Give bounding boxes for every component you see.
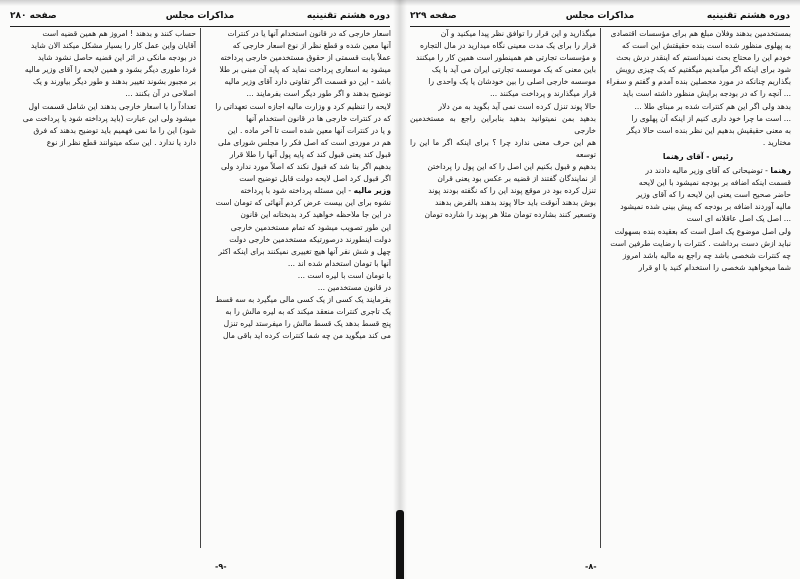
text-line: حاضر صحیح است یعنی این لایحه را که آقای وزیر [636, 190, 791, 200]
text-line: آنها معین شده و قطع نظر از نوع اسعار خارجی که [232, 41, 391, 51]
text-line: ... است ما چرا خود داری کنیم از اینکه آن پهلوی را [631, 113, 791, 123]
left-page-right-column [205, 28, 391, 548]
text-line: ... آنچه را که در بودجه برایش منظور داشته است باید [622, 89, 791, 99]
speaker-name: وزیر مالیه [353, 186, 391, 196]
left-page-header [10, 8, 390, 27]
text-line: ... اصل یک اصل عاقلانه ای است [686, 214, 791, 224]
text-line: دارد یا ندارد . این سکه میتوانند قطع نظر از نوع [46, 137, 196, 147]
text-block [410, 28, 596, 222]
text-line: به معنی حقیقیش بدهیم این نظر بنده است حالا دیگر [626, 125, 791, 135]
text-line: وتسعیر کنند بشارده تومان مثلا هر پوند را شارده تومان [424, 210, 596, 220]
text-line: تنزل کرده بود در موقع پوند این را که نگفته بودند پوند [428, 186, 596, 196]
text-line: هم این حرف معنی ندارد چرا ؟ برای اینکه اگر ما این را توسعه [410, 137, 596, 159]
text-line: شما میخواهید شخصی را استخدام کنید یا او قرار [638, 262, 791, 272]
text-line: که در کنترات خارجی ها در قانون استخدام آنها [246, 113, 391, 123]
speaker-paragraph [605, 165, 791, 177]
text-line: قسمت اینکه اضافه بر بودجه نمیشود با این لایحه [638, 178, 791, 188]
left-page-left-column [10, 28, 196, 548]
speaker-paragraph [205, 185, 391, 197]
speaker-text: - توضیحاتی که آقای وزیر مالیه دادند در [645, 166, 768, 176]
text-line: بوش بدهند آنوقت باید حالا پوند بدهند بالفرض بدهند [435, 198, 596, 208]
running-title: مذاکرات مجلس [165, 11, 235, 21]
text-line: لایحه را تنظیم کرد و وزارت مالیه اجازه است تعهداتی را [215, 101, 391, 111]
text-line: بدهید بمن نمیتوانید بدهید بنابراین راجع به مستخدمین خارجی [410, 113, 596, 135]
text-line: قرار میگذارند و پرداخت میکنند ... [489, 89, 596, 99]
session-period: دوره هشتم تقنینیه [306, 11, 390, 21]
text-line: موسسه خارجی اصلی را بین خودشان یا یک واحدی را [428, 77, 596, 87]
text-line: مالیه آوردند اضافه بر بودجه که پیش بینی شده نمیشود [620, 202, 791, 212]
text-block [10, 28, 196, 149]
text-block [205, 197, 391, 342]
text-line: آنها با تومان استخدام شده اند ... [287, 258, 391, 268]
text-line: چه کنترات شخصی باشد چه راجع به مالیه باشد امروز [622, 250, 791, 260]
text-line: قرار را برای یک مدت معینی نگاه میدارید در مال التجاره [420, 41, 596, 51]
text-line: بمستخدمین بدهند وفلان مبلغ هم برای مؤسسات اقتصادی [610, 29, 791, 38]
text-line: باشد - این دو قسمت اگر تفاوتی دارد آقای وزیر مالیه [224, 77, 391, 87]
text-block [205, 28, 391, 185]
text-line: ولی اصل موضوع یک اصل است که بعقیده بنده بسهولت [614, 226, 791, 236]
text-line: یک تاجری کنترات منعقد میکند که به لیره مالش را به [225, 307, 391, 317]
text-line: شود) این را ما نمی فهمیم باید توضیح بدهند که فرق [33, 125, 196, 135]
text-line: نباید ازش دست برداشت . کنترات با رضایت طرفین است [610, 238, 791, 248]
text-line: توضیح بدهند و اگر طور دیگر است بفرمایند ... [246, 89, 391, 99]
text-line: و یا در کنترات آنها معین شده است تا آخر ماده . این [227, 125, 391, 135]
running-title: مذاکرات مجلس [565, 11, 635, 21]
text-line: میشود ولی این عبارت (باید پرداخته شود یا پرداخت می [22, 113, 196, 123]
text-line: بر مجبور بشوند تغییر بدهند و طور دیگر بیاورند و یک [32, 77, 196, 87]
text-line: خودم این را محتاج بحث نمیدانستم که اینقدر درش بحث [616, 53, 791, 63]
right-page-left-column [410, 28, 596, 548]
text-line: در قانون مستخدمین ... [317, 282, 391, 292]
text-line: میشود به اسعاری پرداخت نماید که پایه آن مبنی بر طلا [219, 65, 391, 75]
right-page-right-column [605, 28, 791, 548]
text-line: بدهد ولی اگر این هم کنترات شده بر مبنای طلا ... [634, 101, 791, 111]
text-line: عملاً بابت قسمتی از حقوق مستخدمین خارجی پرداخته [220, 53, 391, 63]
text-line: نشوه برای این بیست عرض کردم آنهائی که تومان است [215, 198, 391, 208]
text-line: فردا طوری دیگر بشود و همین لایحه را آقای وزیر مالیه [24, 65, 196, 75]
text-line: باین معنی که یک موسسه تجارتی ایران می آید با یک [431, 65, 596, 75]
column-divider [200, 28, 201, 548]
text-line: حساب کنند و بدهند ! امروز هم همین قضیه است [42, 29, 196, 38]
text-line: تعداداً را با اسعار خارجی بدهند این شامل قسمت اول [28, 101, 196, 111]
text-block [605, 28, 791, 149]
text-line: می کند میگوید من چه شما کنترات کرده اید باقی مال [223, 331, 391, 341]
text-line: این طور تصویب میشود که تمام مستخدمین خارجی [230, 222, 391, 232]
right-page-header [410, 8, 790, 27]
column-divider [600, 28, 601, 548]
text-line: قبول کند یعنی قبول کند که پایه پول آنها را طلا قرار [229, 149, 391, 159]
text-line: اصلاحی در آن بکنند ... [125, 89, 196, 99]
text-block [605, 177, 791, 274]
page-number: -٩- [215, 562, 227, 571]
page-label: صفحه ۲۸۰ [10, 11, 57, 21]
text-line: بفرمایند یک کسی از یک کسی مالی میگیرد به سه قسط [215, 295, 391, 305]
text-line: با تومان است با لیره است ... [297, 270, 391, 280]
speaker-name: رهنما [770, 166, 791, 176]
text-line: بگذاریم چنانکه در مورد محصلین بنده آمدم و گفتم و سفراء [606, 77, 791, 87]
text-line: دولت اینطورند درصورتیکه مستخدمین خارجی دولت [229, 234, 391, 244]
text-line: چهل و شش نفر آنها هیچ تغییری نمیکنند برای اینکه اکثر [218, 246, 391, 256]
text-line: شود برای اینکه اگر میآمدیم میگفتیم که یک چیزی رویش [615, 65, 791, 75]
text-line: بدهیم و قبول بکنیم این اصل را که این پول را پرداختن [427, 162, 596, 172]
section-heading: رئیس - آقای رهنما [662, 151, 734, 161]
text-line: میگذارید و این قرار را توافق نظر پیدا میکنید و آن [440, 29, 596, 38]
text-line: اسعار خارجی که در قانون استخدام آنها یا در کنترات [227, 29, 391, 38]
text-line: در بودجه مانکی در اثر این قضیه حاصل نشود شاید [37, 53, 196, 63]
text-line: هم در موردی است که اصل فکر را مجلس شورای ملی [217, 137, 391, 147]
right-page [400, 0, 800, 579]
text-line: مختارید . [762, 137, 791, 147]
text-line: بدهیم اگر بنا شد که قبول نکند که اصلاً مورد ندارد ولی [221, 162, 391, 172]
speaker-text: - این مسئله پرداخته شود با پرداخته [240, 186, 352, 196]
page-number: -٨- [585, 562, 597, 571]
text-line: اگر قبول کرد اصل لایحه دولت قابل توضیح است [239, 174, 391, 184]
text-line: و مؤسسات تجارتی هم همینطور است همین کار را میکنند [415, 53, 596, 63]
text-line: آقایان واین عمل کار را بسیار مشکل میکند الان شاید [30, 41, 196, 51]
text-line: به پهلوی منظور شده است بنده حقیقتش این است که [622, 41, 791, 51]
page-label: صفحه ۲۲۹ [410, 11, 457, 21]
text-line: از نمایندگان گفتند از قضیه بر عکس بود یعنی قران [437, 174, 596, 184]
text-line: حالا پوند تنزل کرده است نمی آید بگوید به من دلار [438, 101, 596, 111]
text-line: در این جا ملاحظه خواهید کرد بدبختانه این قانون [240, 210, 391, 220]
text-line: پنج قسط بدهد یک قسط مالش را میفرستد لیره تنزل [223, 319, 391, 329]
session-period: دوره هشتم تقنینیه [706, 11, 790, 21]
